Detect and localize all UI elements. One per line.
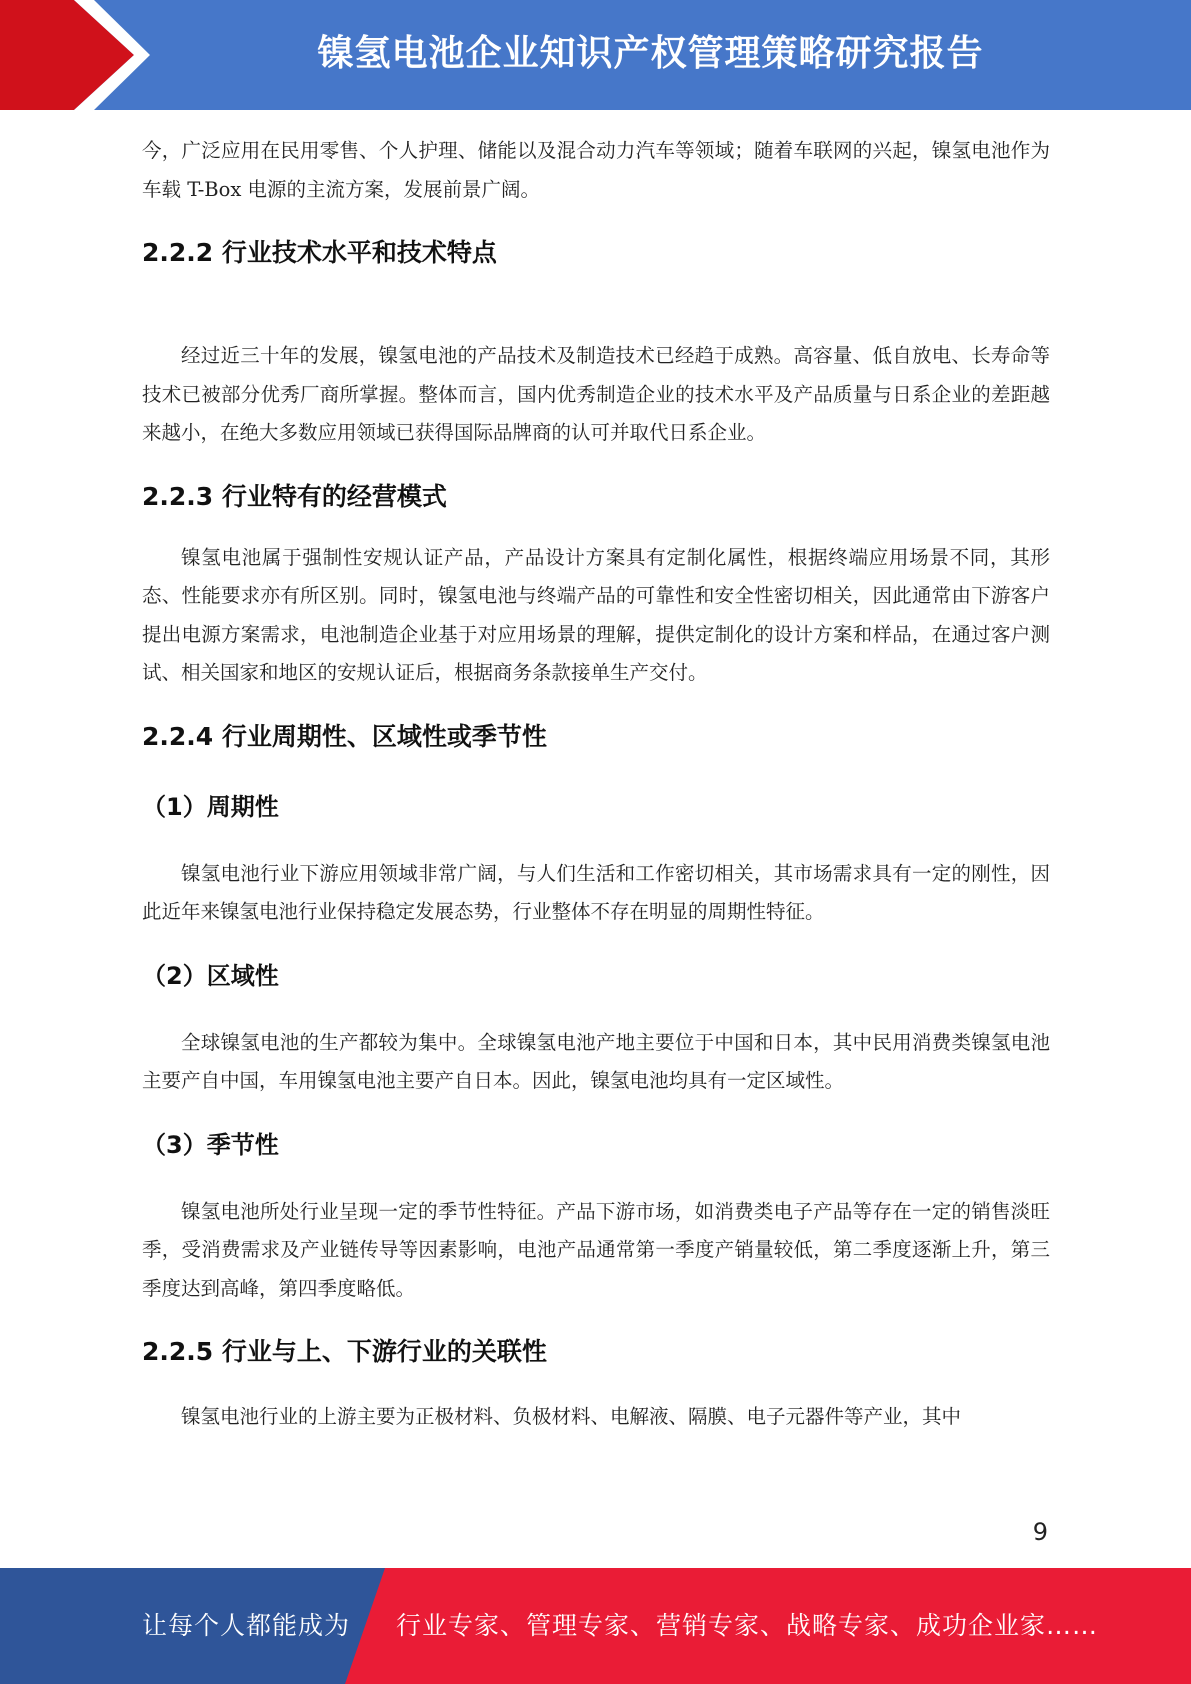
footer-slogan-left: 让每个人都能成为 — [142, 1611, 351, 1640]
subheading-regionality: （2）区域性 — [142, 961, 279, 990]
header-chevron-graphic — [0, 0, 150, 110]
section-heading-2-2-4: 2.2.4 行业周期性、区域性或季节性 — [142, 721, 547, 751]
chevron-red-shape — [0, 0, 134, 110]
page-content — [142, 132, 1050, 1437]
report-title: 镍氢电池企业知识产权管理策略研究报告 — [317, 33, 984, 74]
paragraph-2-2-5: 镍氢电池行业的上游主要为正极材料、负极材料、电解液、隔膜、电子元器件等产业，其中 — [181, 1405, 962, 1428]
paragraph-2-2-3: 镍氢电池属于强制性安规认证产品，产品设计方案具有定制化属性，根据终端应用场景不同，其形态、性能要求亦有所区别。同时，镍氢电池与终端产品的可靠性和安全性密切相关，因此通常由下游客户提出电源方案需求，电池制造企业基于对应用场景的理解，提供定制化的设计方案和样品，在通过客户测试、相关国家和地区的安规认证后，根据商务条款接单生产交付。 — [142, 545, 1050, 684]
page-footer — [0, 1568, 1191, 1684]
subheading-cyclicality: （1）周期性 — [142, 792, 279, 821]
footer-slogan-right: 行业专家、管理专家、营销专家、战略专家、成功企业家…… — [396, 1611, 1099, 1640]
page-number: 9 — [1032, 1518, 1048, 1546]
section-heading-2-2-5: 2.2.5 行业与上、下游行业的关联性 — [142, 1337, 547, 1366]
paragraph-2-2-2: 经过近三十年的发展，镍氢电池的产品技术及制造技术已经趋于成熟。高容量、低自放电、长寿命等技术已被部分优秀厂商所掌握。整体而言，国内优秀制造企业的技术水平及产品质量与日系企业的差距越来越小，在绝大多数应用领域已获得国际品牌商的认可并取代日系企业。 — [142, 344, 1050, 444]
paragraph-cyclicality: 镍氢电池行业下游应用领域非常广阔，与人们生活和工作密切相关，其市场需求具有一定的刚性，因此近年来镍氢电池行业保持稳定发展态势，行业整体不存在明显的周期性特征。 — [142, 861, 1050, 923]
section-heading-2-2-2: 2.2.2 行业技术水平和技术特点 — [142, 238, 497, 267]
paragraph-seasonality: 镍氢电池所处行业呈现一定的季节性特征。产品下游市场，如消费类电子产品等存在一定的销售淡旺季，受消费需求及产业链传导等因素影响，电池产品通常第一季度产销量较低，第二季度逐渐上升，第三季度达到高峰，第四季度略低。 — [142, 1199, 1050, 1300]
paragraph-regionality: 全球镍氢电池的生产都较为集中。全球镍氢电池产地主要位于中国和日本，其中民用消费类镍氢电池主要产自中国，车用镍氢电池主要产自日本。因此，镍氢电池均具有一定区域性。 — [142, 1030, 1050, 1092]
subheading-seasonality: （3）季节性 — [142, 1130, 279, 1159]
paragraph-intro-continued: 今，广泛应用在民用零售、个人护理、储能以及混合动力汽车等领域；随着车联网的兴起，镍氢电池作为车载 T-Box 电源的主流方案，发展前景广阔。 — [142, 139, 1050, 201]
section-heading-2-2-3: 2.2.3 行业特有的经营模式 — [142, 481, 447, 511]
page-header — [0, 0, 1191, 110]
